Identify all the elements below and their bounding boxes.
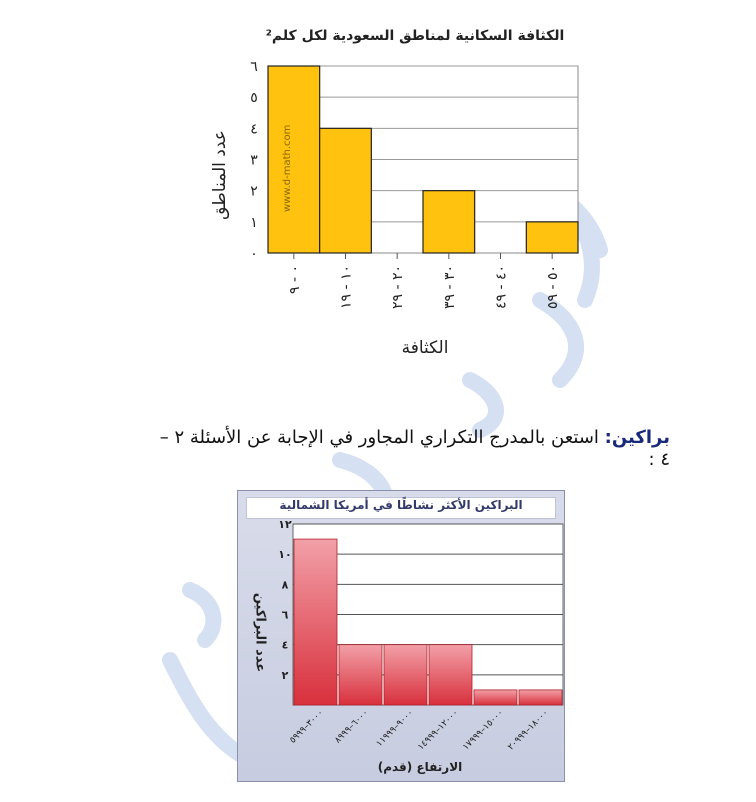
chart2-title: البراكين الأكثر نشاطًا في أمريكا الشمالية [279, 498, 523, 512]
chart1-bar [320, 128, 372, 253]
chart1-plot [250, 59, 578, 309]
chart2-x-tick-label: ١٨٠٠٠–٢٠٩٩٩ [506, 708, 551, 753]
chart1-bar [526, 222, 578, 253]
chart2-bar [294, 539, 337, 705]
chart1-x-axis-label: الكثافة [401, 338, 449, 358]
chart2-y-axis-label: عدد البراكين [252, 592, 268, 673]
chart1-x-tick-label: ٤٠ - ٤٩ [493, 265, 510, 310]
question-label: براكين: [604, 427, 670, 448]
chart1-y-tick-label: ٢ [250, 183, 258, 200]
chart1-bar [268, 66, 320, 253]
chart2-y-tick-label: ٨ [281, 578, 289, 592]
chart2-y-tick-label: ٢ [281, 668, 289, 682]
chart1-y-tick-label: ٥ [250, 90, 258, 107]
chart2-x-tick-label: ٣٠٠٠–٥٩٩٩ [288, 708, 326, 746]
chart2-y-tick-label: ٦ [281, 608, 289, 622]
chart2-bar [519, 690, 562, 705]
chart1-x-tick-label: ١٠ - ١٩ [338, 265, 355, 310]
chart1-x-tick-label: ٢٠ - ٢٩ [390, 265, 407, 310]
chart1-x-tick-label: ٠ - ٩ [286, 265, 303, 295]
chart2-bar [384, 645, 427, 705]
chart1-y-tick-label: ٦ [250, 59, 258, 75]
chart2-x-tick-label: ١٢٠٠٠–١٤٩٩٩ [416, 708, 461, 753]
question-body: استعن بالمدرج التكراري المجاور في الإجابة عن الأسئلة ٢ – ٤ : [159, 427, 670, 470]
chart1-y-tick-label: ٣ [250, 152, 258, 169]
chart1-x-tick-label: ٥٠ - ٥٩ [545, 265, 562, 310]
watermark-url: www.d-math.com [282, 124, 293, 212]
chart1-y-tick-label: ١ [250, 214, 258, 231]
chart2-x-tick-label: ٦٠٠٠–٨٩٩٩ [333, 708, 371, 746]
chart1-y-tick-label: ٤ [250, 121, 258, 138]
chart2-x-tick-label: ١٥٠٠٠–١٧٩٩٩ [461, 708, 506, 753]
chart2-y-tick-label: ١٢ [278, 518, 292, 531]
chart2-bar [339, 645, 382, 705]
chart2-x-axis-label: الارتفاع (قدم) [377, 760, 463, 774]
chart1-y-axis-label: عدد المناطق [210, 130, 230, 220]
chart2-bar [429, 645, 472, 705]
chart1-bar [423, 191, 475, 253]
chart1-title: الكثافة السكانية لمناطق السعودية لكل كلم² [265, 28, 565, 44]
chart2-bar [474, 690, 517, 705]
chart2-y-tick-label: ١٠ [278, 548, 292, 562]
chart2-plot [278, 518, 563, 752]
chart2-y-tick-label: ٤ [281, 638, 289, 652]
chart1-x-tick-label: ٣٠ - ٣٩ [441, 265, 458, 310]
chart2-x-tick-label: ٩٠٠٠–١١٩٩٩ [374, 708, 416, 750]
chart1-y-tick-label: ٠ [250, 246, 258, 262]
